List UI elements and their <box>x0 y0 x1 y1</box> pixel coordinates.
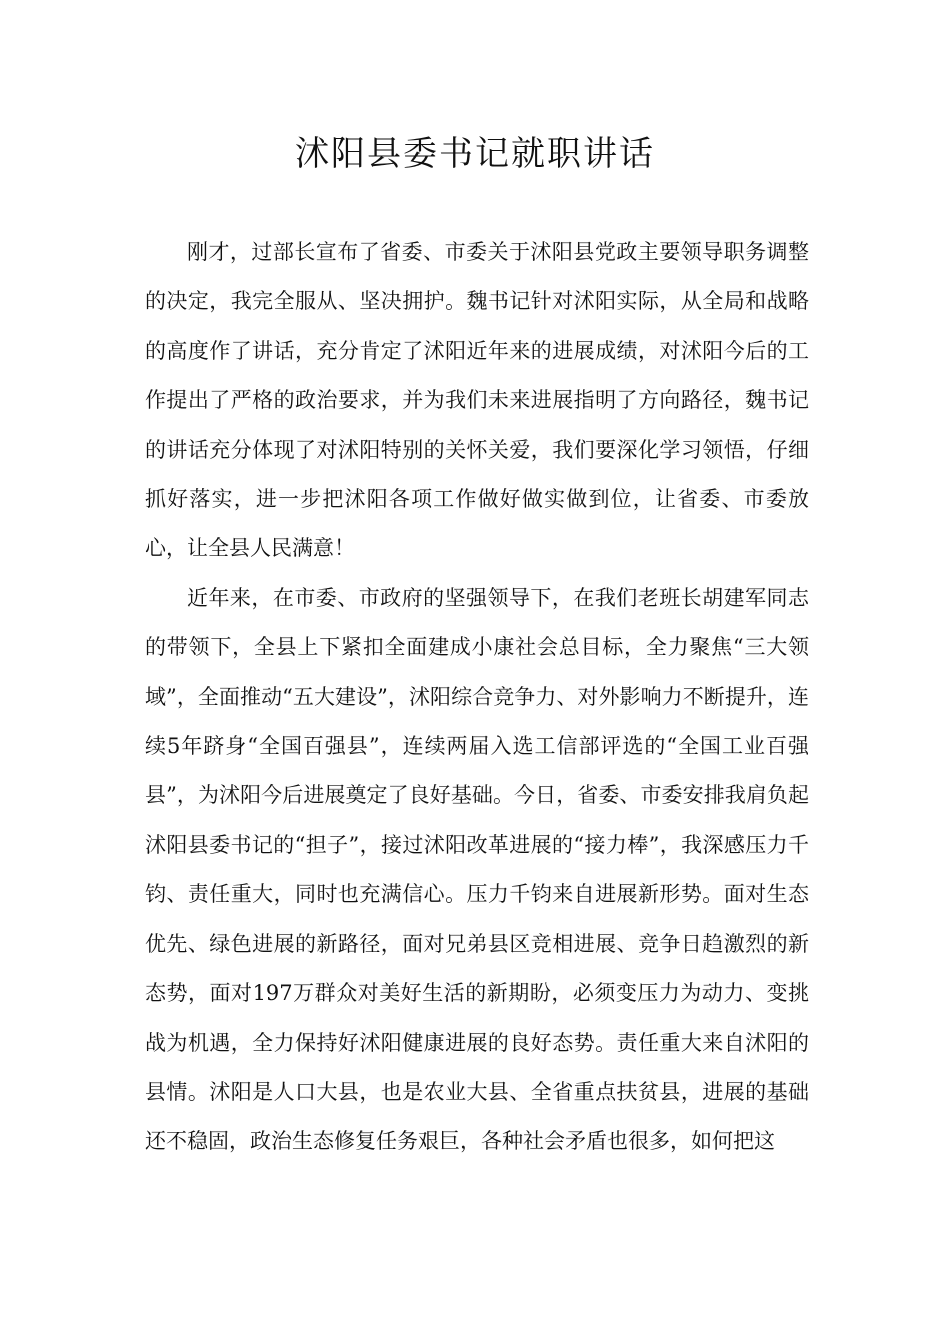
paragraph: 刚才，过部长宣布了省委、市委关于沭阳县党政主要领导职务调整的决定，我完全服从、坚决拥护。魏书记针对沭阳实际，从全局和战略的高度作了讲话，充分肯定了沭阳近年来的进展成绩，对沭阳今后的工作提出了严格的政治要求，并为我们未来进展指明了方向路径，魏书记的讲话充分体现了对沭阳特别的关怀关爱，我们要深化学习领悟，仔细抓好落实，进一步把沭阳各项工作做好做实做到位，让省委、市委放心，让全县人民满意！ <box>145 240 809 561</box>
document-title: 沭阳县委书记就职讲话 <box>295 134 655 174</box>
paragraph: 近年来，在市委、市政府的坚强领导下，在我们老班长胡建军同志的带领下，全县上下紧扣全面建成小康社会总目标，全力聚焦“三大领域”，全面推动“五大建设”，沭阳综合竞争力、对外影响力不断提升，连续5年跻身“全国百强县”，连续两届入选工信部评选的“全国工业百强县”，为沭阳今后进展奠定了良好基础。今日，省委、市委安排我肩负起沭阳县委书记的“担子”，接过沭阳改革进展的“接力棒”，我深感压力千钧、责任重大，同时也充满信心。压力千钧来自进展新形势。面对生态优先、绿色进展的新路径，面对兄弟县区竞相进展、竞争日趋激烈的新态势，面对197万群众对美好生活的新期盼，必须变压力为动力、变挑战为机遇，全力保持好沭阳健康进展的良好态势。责任重大来自沭阳的县情。沭阳是人口大县，也是农业大县、全省重点扶贫县，进展的基础还不稳固，政治生态修复任务艰巨，各种社会矛盾也很多，如何把这 <box>145 585 809 1154</box>
document-body <box>145 228 809 1167</box>
